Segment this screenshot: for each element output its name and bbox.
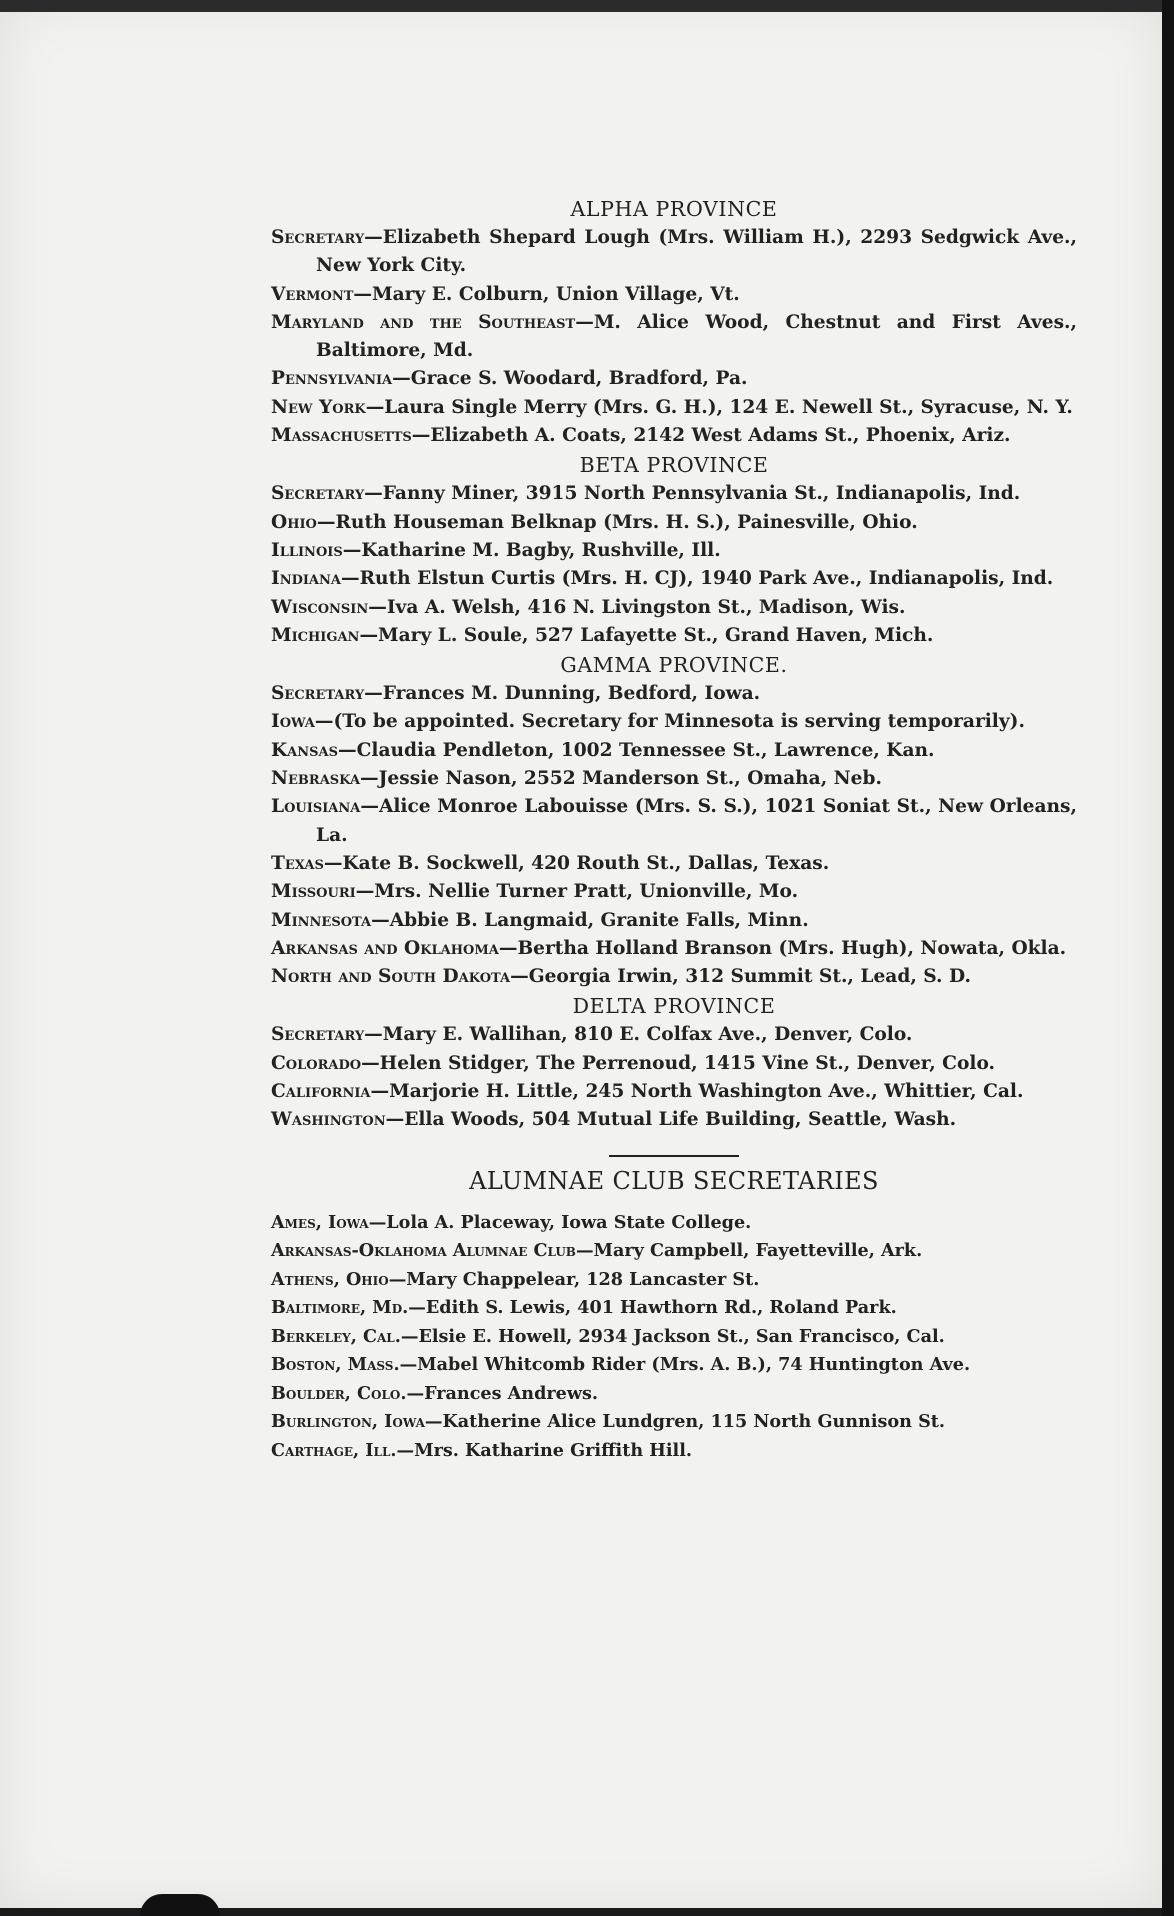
alumnae-entry: [271, 1209, 1077, 1238]
entry-label: Michigan: [271, 624, 360, 646]
entry-label: New York: [271, 396, 366, 418]
alumnae-text: —Elsie E. Howell, 2934 Jackson St., San Francisco, Cal.: [400, 1325, 945, 1347]
directory-entry: [271, 793, 1077, 850]
alumnae-entry: [271, 1408, 1077, 1437]
entry-text: —Bertha Holland Branson (Mrs. Hugh), Nowata, Okla.: [498, 937, 1067, 959]
entry-text: —Abbie B. Langmaid, Granite Falls, Minn.: [371, 909, 809, 931]
entry-text: —Marjorie H. Little, 245 North Washington Ave., Whittier, Cal.: [370, 1081, 1024, 1103]
entry-label: Secretary: [271, 227, 365, 248]
directory-entry: [271, 963, 1077, 991]
alumnae-title: ALUMNAE CLUB SECRETARIES: [469, 1166, 879, 1195]
entry-label: Louisiana: [271, 796, 361, 818]
alumnae-entry: [271, 1437, 1077, 1466]
entry-text: —Claudia Pendleton, 1002 Tennessee St., Lawrence, Kan.: [338, 739, 935, 761]
entry-text: —Iva A. Welsh, 416 N. Livingston St., Madison, Wis.: [368, 596, 906, 618]
alumnae-text: —Mabel Whitcomb Rider (Mrs. A. B.), 74 Huntington Ave.: [399, 1354, 971, 1376]
entry-label: Illinois: [271, 539, 343, 561]
alumnae-text: —Katherine Alice Lundgren, 115 North Gunnison St.: [424, 1411, 946, 1433]
alumnae-label: Baltimore, Md.: [271, 1297, 409, 1319]
entry-text: —Mrs. Nellie Turner Pratt, Unionville, Mo.: [355, 881, 799, 903]
scan-right-edge: [1162, 0, 1174, 1916]
alumnae-entry: [271, 1351, 1077, 1380]
directory-entry: [271, 565, 1077, 593]
entry-text: —Laura Single Merry (Mrs. G. H.), 124 E. Newell St., Syracuse, N. Y.: [365, 396, 1073, 418]
alumnae-entry: [271, 1266, 1077, 1295]
entry-text: —Grace S. Woodard, Bradford, Pa.: [392, 368, 748, 390]
province-section: [271, 195, 1077, 450]
province-title: GAMMA PROVINCE.: [560, 653, 788, 678]
directory-entry: [271, 907, 1077, 935]
alumnae-text: —Mary Chappelear, 128 Lancaster St.: [388, 1268, 760, 1290]
directory-entry: [271, 622, 1077, 650]
entry-label: Wisconsin: [271, 596, 369, 618]
entry-text: —Katharine M. Bagby, Rushville, Ill.: [342, 539, 721, 561]
entry-label: Ohio: [271, 511, 317, 533]
entry-text: —Elizabeth Shepard Lough (Mrs. William H.), 2293 Sedgwick Ave., New York City.: [316, 227, 1077, 277]
scan-bottom-mark: [140, 1894, 220, 1916]
entry-text: —Mary E. Colburn, Union Village, Vt.: [353, 283, 740, 305]
directory-entry: [271, 737, 1077, 765]
directory-entry: [271, 224, 1077, 281]
entry-label: Maryland and the Southeast: [271, 311, 576, 333]
entry-text: —Mary E. Wallihan, 810 E. Colfax Ave., Denver, Colo.: [364, 1024, 913, 1046]
entry-label: Arkansas and Oklahoma: [271, 937, 499, 959]
alumnae-label: Burlington, Iowa: [271, 1411, 425, 1433]
directory-entry: [271, 1021, 1077, 1049]
directory-entry: [271, 281, 1077, 309]
province-section: [271, 451, 1077, 650]
entry-text: —Ruth Elstun Curtis (Mrs. H. CJ), 1940 Park Ave., Indianapolis, Ind.: [341, 568, 1054, 590]
page-content: [271, 194, 1077, 1465]
directory-entry: [271, 394, 1077, 422]
alumnae-label: Ames, Iowa: [271, 1211, 369, 1233]
entry-text: —Helen Stidger, The Perrenoud, 1415 Vine St., Denver, Colo.: [361, 1052, 995, 1074]
entry-text: —Georgia Irwin, 312 Summit St., Lead, S. D.: [510, 966, 971, 988]
entry-text: —Elizabeth A. Coats, 2142 West Adams St., Phoenix, Ariz.: [411, 425, 1011, 447]
entry-text: —Ella Woods, 504 Mutual Life Building, Seattle, Wash.: [385, 1109, 957, 1131]
directory-entry: [271, 1050, 1077, 1078]
entry-label: Pennsylvania: [271, 368, 393, 390]
province-section: [271, 651, 1077, 991]
entry-label: Indiana: [271, 568, 341, 590]
alumnae-entry: [271, 1294, 1077, 1323]
entry-text: —Jessie Nason, 2552 Manderson St., Omaha, Neb.: [360, 768, 882, 790]
entry-text: —Kate B. Sockwell, 420 Routh St., Dallas, Texas.: [323, 852, 830, 874]
entry-text: —Mary L. Soule, 527 Lafayette St., Grand Haven, Mich.: [359, 624, 934, 646]
entry-label: Nebraska: [271, 768, 361, 790]
directory-entry: [271, 935, 1077, 963]
entry-label: Iowa: [271, 711, 315, 733]
entry-label: Minnesota: [271, 909, 372, 931]
province-title: DELTA PROVINCE: [572, 994, 776, 1019]
alumnae-entry: [271, 1237, 1077, 1266]
alumnae-label: Athens, Ohio: [271, 1268, 389, 1290]
alumnae-list: [271, 1209, 1077, 1466]
directory-entry: [271, 850, 1077, 878]
alumnae-entry: [271, 1323, 1077, 1352]
entry-label: Secretary: [271, 1024, 365, 1046]
alumnae-label: Carthage, Ill.: [271, 1439, 397, 1461]
directory-entry: [271, 365, 1077, 393]
entry-label: Vermont: [271, 283, 354, 305]
directory-entry: [271, 594, 1077, 622]
entry-label: Kansas: [271, 739, 338, 761]
alumnae-label: Boulder, Colo.: [271, 1382, 407, 1404]
directory-entry: [271, 1078, 1077, 1106]
directory-entry: [271, 422, 1077, 450]
alumnae-text: —Mary Campbell, Fayetteville, Ark.: [575, 1240, 923, 1262]
scan-top-edge: [0, 0, 1174, 12]
alumnae-label: Boston, Mass.: [271, 1354, 400, 1376]
provinces-section: [271, 195, 1077, 1135]
directory-entry: [271, 480, 1077, 508]
entry-text: —Ruth Houseman Belknap (Mrs. H. S.), Painesville, Ohio.: [316, 511, 918, 533]
entry-label: Secretary: [271, 483, 365, 505]
alumnae-label: Berkeley, Cal.: [271, 1325, 401, 1347]
entry-label: Texas: [271, 852, 324, 874]
province-section: [271, 992, 1077, 1134]
entry-text: —Fanny Miner, 3915 North Pennsylvania St., Indianapolis, Ind.: [364, 483, 1021, 505]
directory-entry: [271, 309, 1077, 366]
section-divider: [609, 1155, 739, 1157]
entry-label: Colorado: [271, 1052, 362, 1074]
entry-label: California: [271, 1081, 371, 1103]
directory-entry: [271, 509, 1077, 537]
entry-label: Massachusetts: [271, 425, 412, 447]
alumnae-text: —Frances Andrews.: [406, 1382, 599, 1404]
directory-entry: [271, 708, 1077, 736]
alumnae-text: —Lola A. Placeway, Iowa State College.: [368, 1211, 752, 1233]
alumnae-text: —Mrs. Katharine Griffith Hill.: [396, 1439, 693, 1461]
entry-text: —Alice Monroe Labouisse (Mrs. S. S.), 1021 Soniat St., New Orleans, La.: [316, 796, 1077, 846]
directory-entry: [271, 680, 1077, 708]
alumnae-section: [271, 1167, 1077, 1466]
entry-text: —(To be appointed. Secretary for Minnesota is serving temporarily).: [314, 711, 1025, 733]
entry-text: —Frances M. Dunning, Bedford, Iowa.: [364, 683, 761, 705]
directory-entry: [271, 765, 1077, 793]
directory-entry: [271, 1106, 1077, 1134]
alumnae-text: —Edith S. Lewis, 401 Hawthorn Rd., Roland Park.: [408, 1297, 897, 1319]
entry-label: Secretary: [271, 683, 365, 705]
entry-label: Missouri: [271, 881, 356, 903]
province-title: BETA PROVINCE: [579, 453, 769, 478]
entry-label: North and South Dakota: [271, 966, 511, 988]
directory-entry: [271, 537, 1077, 565]
alumnae-label: Arkansas-Oklahoma Alumnae Club: [271, 1240, 576, 1262]
entry-label: Washington: [271, 1109, 386, 1131]
entry-text: —M. Alice Wood, Chestnut and First Aves., Baltimore, Md.: [316, 311, 1077, 362]
province-title: ALPHA PROVINCE: [570, 197, 778, 221]
alumnae-entry: [271, 1380, 1077, 1409]
directory-entry: [271, 878, 1077, 906]
